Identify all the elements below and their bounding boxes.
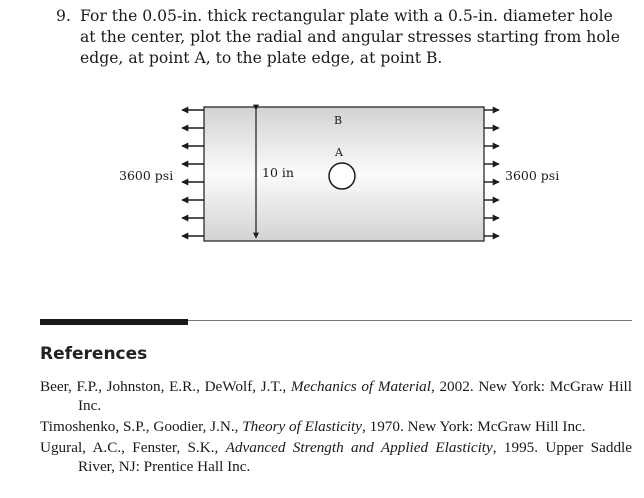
point-a-label: A	[335, 146, 343, 159]
left-traction-arrows	[182, 110, 204, 236]
right-load-label: 3600 psi	[505, 168, 560, 183]
references-heading: References	[40, 344, 148, 364]
references-list	[40, 377, 632, 478]
problem-text: For the 0.05-in. thick rectangular plate with a 0.5-in. diameter hole at the center, plot the radial and angular stresses starting from hole edge, at point A, to the plate edge, at point B.	[80, 7, 620, 67]
height-label: 10 in	[262, 165, 294, 180]
reference-item: Beer, F.P., Johnston, E.R., DeWolf, J.T., Mechanics of Material, 2002. New York: McGraw Hill Inc.	[40, 378, 632, 414]
problem-number: 9.	[56, 7, 71, 25]
reference-item: Timoshenko, S.P., Goodier, J.N., Theory of Elasticity, 1970. New York: McGraw Hill Inc.	[40, 418, 586, 435]
right-traction-arrows	[484, 110, 499, 236]
section-rule-thin	[188, 320, 632, 321]
section-rule-thick	[40, 319, 188, 325]
left-load-label: 3600 psi	[119, 168, 174, 183]
point-b-label: B	[334, 114, 343, 127]
center-hole	[329, 163, 355, 189]
reference-item: Ugural, A.C., Fenster, S.K., Advanced Strength and Applied Elasticity, 1995. Upper Saddle River, NJ: Prentice Hall Inc.	[40, 439, 632, 475]
